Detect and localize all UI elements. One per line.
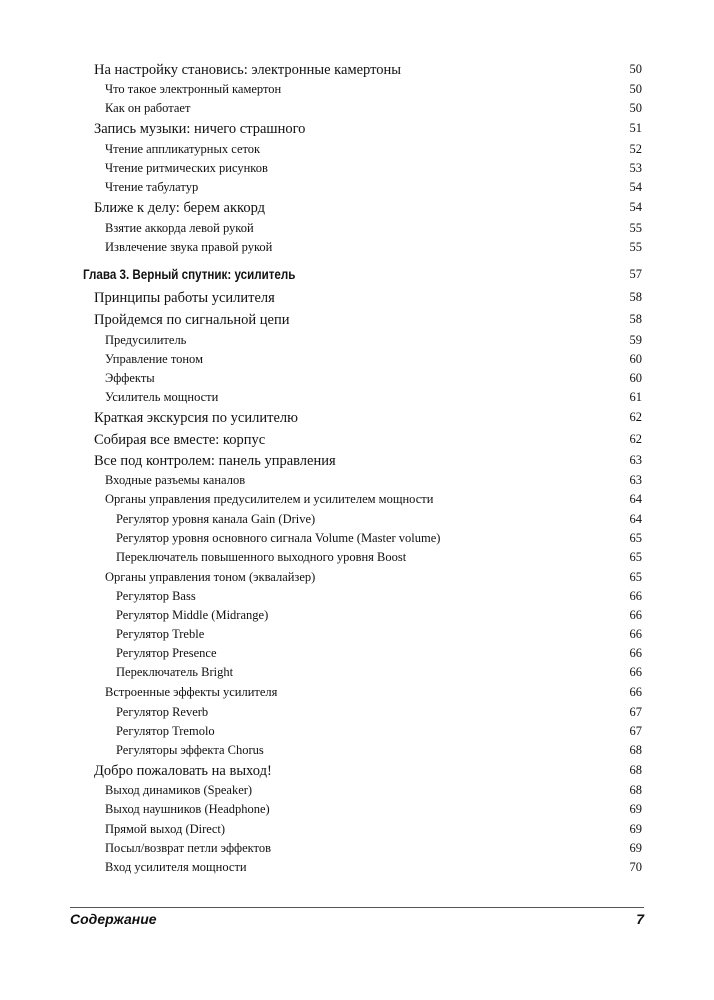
toc-entry-page: 50 bbox=[629, 82, 642, 96]
toc-entry-title: Пройдемся по сигнальной цепи bbox=[94, 312, 290, 328]
toc-entry-page: 50 bbox=[629, 62, 642, 76]
toc-entry bbox=[0, 822, 714, 842]
toc-entry-page: 63 bbox=[629, 453, 642, 467]
toc-entry-page: 59 bbox=[629, 333, 642, 347]
toc-entry bbox=[0, 180, 714, 200]
footer-rule bbox=[70, 907, 644, 908]
toc-entry-title: Краткая экскурсия по усилителю bbox=[94, 410, 298, 426]
toc-entry-page: 53 bbox=[629, 161, 642, 175]
toc-chapter-entry bbox=[0, 267, 714, 287]
toc-entry bbox=[0, 473, 714, 493]
toc-entry-title: Вход усилителя мощности bbox=[105, 860, 247, 874]
toc-entry-title: Переключатель Bright bbox=[116, 665, 234, 679]
toc-entry bbox=[0, 142, 714, 162]
toc-entry bbox=[0, 531, 714, 551]
toc-entry bbox=[0, 200, 714, 220]
toc-entry-page: 66 bbox=[629, 665, 642, 679]
toc-entry bbox=[0, 492, 714, 512]
toc-entry bbox=[0, 101, 714, 121]
toc-entry bbox=[0, 724, 714, 744]
toc-entry-page: 66 bbox=[629, 646, 642, 660]
toc-entry-page: 52 bbox=[629, 142, 642, 156]
toc-entry-page: 69 bbox=[629, 802, 642, 816]
toc-entry-page: 57 bbox=[629, 267, 642, 281]
toc-entry-title: Прямой выход (Direct) bbox=[105, 822, 226, 836]
toc-entry-page: 58 bbox=[629, 312, 642, 326]
toc-entry-page: 65 bbox=[629, 570, 642, 584]
toc-entry-title: Посыл/возврат петли эффектов bbox=[105, 841, 271, 855]
toc-entry-title: Чтение табулатур bbox=[105, 180, 199, 194]
toc-entry-title: Входные разъемы каналов bbox=[105, 473, 246, 487]
toc-entry-page: 67 bbox=[629, 724, 642, 738]
toc-entry-page: 68 bbox=[629, 743, 642, 757]
toc-entry-title: На настройку становись: электронные камертоны bbox=[94, 62, 402, 78]
toc-entry bbox=[0, 240, 714, 260]
toc-entry-title: Переключатель повышенного выходного уровня Boost bbox=[116, 550, 407, 564]
toc-entry-page: 68 bbox=[629, 763, 642, 777]
toc-entry-title: Эффекты bbox=[105, 371, 155, 385]
toc-entry bbox=[0, 161, 714, 181]
toc-entry-title: Запись музыки: ничего страшного bbox=[94, 121, 306, 137]
toc-entry-title: Управление тоном bbox=[105, 352, 203, 366]
toc-entry-title: Ближе к делу: берем аккорд bbox=[94, 200, 266, 216]
toc-entry-page: 58 bbox=[629, 290, 642, 304]
toc-entry bbox=[0, 352, 714, 372]
toc-entry bbox=[0, 570, 714, 590]
footer-page-number: 7 bbox=[636, 911, 644, 927]
toc-entry bbox=[0, 512, 714, 532]
toc-entry-title: Глава 3. Верный спутник: усилитель bbox=[83, 267, 296, 282]
toc-entry bbox=[0, 783, 714, 803]
toc-entry-title: Чтение ритмических рисунков bbox=[105, 161, 268, 175]
toc-entry bbox=[0, 646, 714, 666]
toc-entry-page: 64 bbox=[629, 512, 642, 526]
toc-entry-title: Как он работает bbox=[105, 101, 191, 115]
toc-entry-title: Регулятор уровня канала Gain (Drive) bbox=[116, 512, 316, 526]
toc-entry-page: 60 bbox=[629, 371, 642, 385]
toc-entry bbox=[0, 608, 714, 628]
toc-entry-page: 65 bbox=[629, 531, 642, 545]
toc-entry-page: 60 bbox=[629, 352, 642, 366]
toc-entry-page: 61 bbox=[629, 390, 642, 404]
toc-entry-page: 64 bbox=[629, 492, 642, 506]
toc-entry-page: 68 bbox=[629, 783, 642, 797]
toc-entry bbox=[0, 860, 714, 880]
toc-entry-title: Регулятор Bass bbox=[116, 589, 196, 603]
toc-entry bbox=[0, 743, 714, 763]
toc-entry-title: Все под контролем: панель управления bbox=[94, 453, 336, 469]
toc-entry bbox=[0, 763, 714, 783]
toc-entry-title: Регулятор Middle (Midrange) bbox=[116, 608, 269, 622]
toc-entry-page: 51 bbox=[629, 121, 642, 135]
toc-entry-title: Предусилитель bbox=[105, 333, 187, 347]
toc-entry-page: 54 bbox=[629, 200, 642, 214]
toc-entry-page: 55 bbox=[629, 221, 642, 235]
toc-entry bbox=[0, 589, 714, 609]
toc-entry-title: Чтение аппликатурных сеток bbox=[105, 142, 261, 156]
toc-entry-page: 63 bbox=[629, 473, 642, 487]
toc-entry bbox=[0, 121, 714, 141]
toc-entry-page: 55 bbox=[629, 240, 642, 254]
toc-entry bbox=[0, 627, 714, 647]
toc-entry-title: Выход наушников (Headphone) bbox=[105, 802, 270, 816]
toc-entry-title: Органы управления тоном (эквалайзер) bbox=[105, 570, 316, 584]
toc-entry bbox=[0, 390, 714, 410]
toc-entry bbox=[0, 665, 714, 685]
toc-entry-title: Взятие аккорда левой рукой bbox=[105, 221, 254, 235]
toc-entry bbox=[0, 82, 714, 102]
toc-entry-title: Регулятор Presence bbox=[116, 646, 217, 660]
toc-entry-title: Регулятор уровня основного сигнала Volume (Master volume) bbox=[116, 531, 441, 545]
toc-entry bbox=[0, 550, 714, 570]
toc-entry-title: Принципы работы усилителя bbox=[94, 290, 275, 306]
toc-entry-page: 50 bbox=[629, 101, 642, 115]
toc-entry-title: Усилитель мощности bbox=[105, 390, 219, 404]
toc-entry bbox=[0, 685, 714, 705]
toc-entry-title: Встроенные эффекты усилителя bbox=[105, 685, 278, 699]
toc-entry bbox=[0, 410, 714, 430]
toc-entry bbox=[0, 453, 714, 473]
toc-entry-title: Регуляторы эффекта Chorus bbox=[116, 743, 264, 757]
footer-section-title: Содержание bbox=[70, 911, 157, 927]
toc-entry bbox=[0, 62, 714, 82]
toc-entry-title: Извлечение звука правой рукой bbox=[105, 240, 273, 254]
toc-entry-page: 65 bbox=[629, 550, 642, 564]
toc-entry-title: Органы управления предусилителем и усилителем мощности bbox=[105, 492, 434, 506]
toc-entry-title: Выход динамиков (Speaker) bbox=[105, 783, 253, 797]
toc-entry-page: 66 bbox=[629, 608, 642, 622]
toc-entry-title: Собирая все вместе: корпус bbox=[94, 432, 266, 448]
toc-entry-page: 66 bbox=[629, 685, 642, 699]
toc-entry bbox=[0, 705, 714, 725]
toc-entry-title: Регулятор Tremolo bbox=[116, 724, 215, 738]
toc-entry-page: 70 bbox=[629, 860, 642, 874]
toc-entry-page: 69 bbox=[629, 841, 642, 855]
toc-entry bbox=[0, 802, 714, 822]
toc-entry-page: 54 bbox=[629, 180, 642, 194]
toc-entry-title: Регулятор Treble bbox=[116, 627, 205, 641]
toc-entry-page: 62 bbox=[629, 410, 642, 424]
toc-entry-page: 67 bbox=[629, 705, 642, 719]
toc-entry-title: Добро пожаловать на выход! bbox=[94, 763, 272, 779]
toc-entry-title: Регулятор Reverb bbox=[116, 705, 209, 719]
toc-entry-page: 66 bbox=[629, 627, 642, 641]
toc-entry bbox=[0, 432, 714, 452]
toc-entry bbox=[0, 221, 714, 241]
toc-entry-page: 66 bbox=[629, 589, 642, 603]
toc-entry bbox=[0, 333, 714, 353]
toc-entry bbox=[0, 371, 714, 391]
toc-entry bbox=[0, 841, 714, 861]
toc-entry bbox=[0, 290, 714, 310]
toc-entry-title: Что такое электронный камертон bbox=[105, 82, 282, 96]
toc-entry-page: 69 bbox=[629, 822, 642, 836]
toc-entry-page: 62 bbox=[629, 432, 642, 446]
toc-entry bbox=[0, 312, 714, 332]
